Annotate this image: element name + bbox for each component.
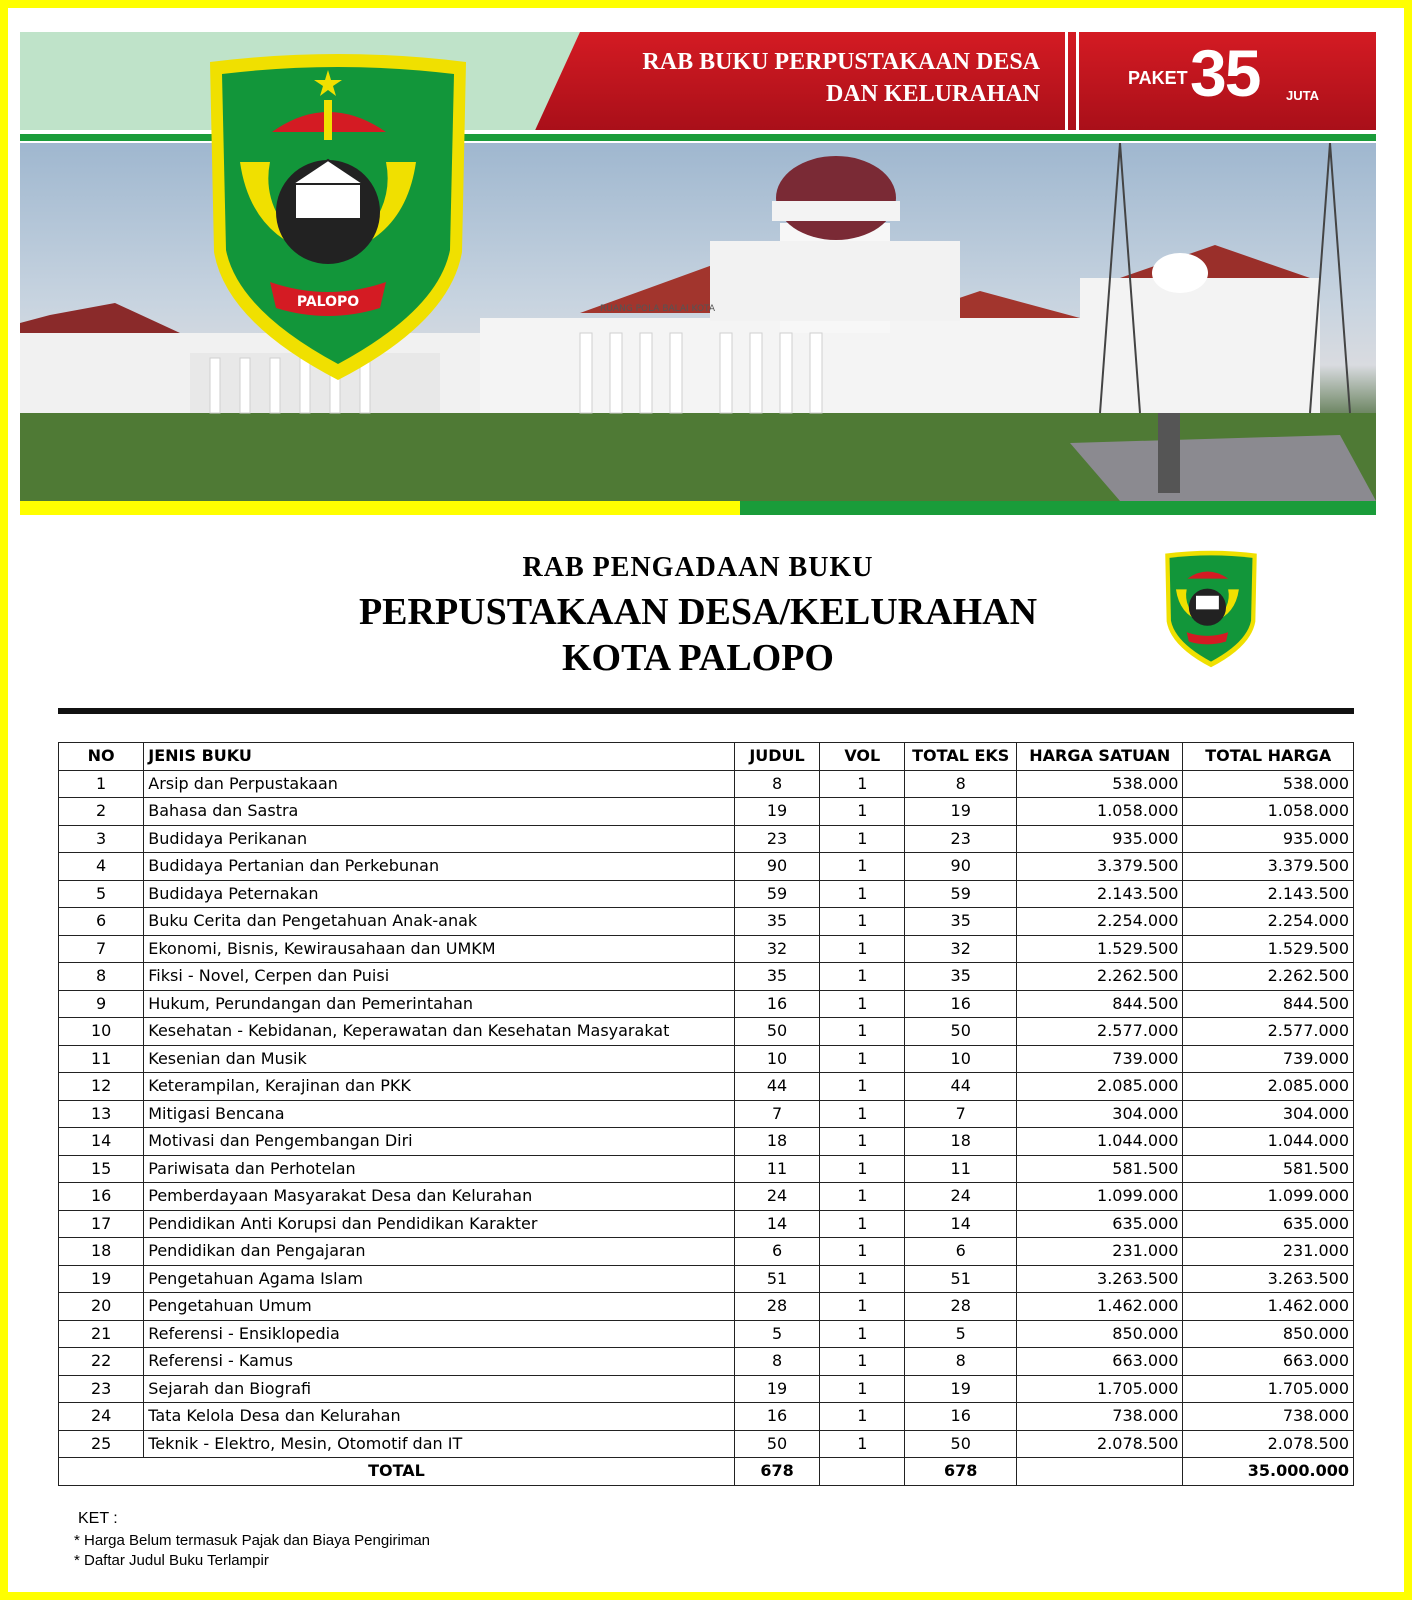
cell-vol: 1 — [820, 1155, 905, 1183]
cell-vol: 1 — [820, 1073, 905, 1101]
cell-no: 21 — [59, 1320, 144, 1348]
cell-no: 12 — [59, 1073, 144, 1101]
cell-vol: 1 — [820, 1430, 905, 1458]
cell-total-eks: 7 — [905, 1100, 1017, 1128]
cell-judul: 44 — [734, 1073, 819, 1101]
table-row — [59, 1265, 1354, 1293]
cell-harga-satuan: 1.705.000 — [1017, 1375, 1183, 1403]
table-body — [59, 770, 1354, 1458]
cell-no: 9 — [59, 990, 144, 1018]
cell-judul: 51 — [734, 1265, 819, 1293]
cell-total-harga: 2.078.500 — [1183, 1430, 1354, 1458]
cell-vol: 1 — [820, 798, 905, 826]
table-row — [59, 1403, 1354, 1431]
building-sign: RUANG POLA BALAI KOTA — [600, 304, 715, 314]
col-header-jenis-buku: JENIS BUKU — [144, 743, 735, 771]
table-row — [59, 770, 1354, 798]
table-row — [59, 1018, 1354, 1046]
cell-vol: 1 — [820, 770, 905, 798]
cell-jenis-buku: Pengetahuan Umum — [144, 1293, 735, 1321]
cell-no: 23 — [59, 1375, 144, 1403]
cell-harga-satuan: 739.000 — [1017, 1045, 1183, 1073]
cell-judul: 19 — [734, 1375, 819, 1403]
cell-harga-satuan: 844.500 — [1017, 990, 1183, 1018]
yellow-bottom-bar — [20, 501, 740, 515]
cell-vol: 1 — [820, 1375, 905, 1403]
cell-total-eks: 50 — [905, 1430, 1017, 1458]
table-row — [59, 853, 1354, 881]
cell-jenis-buku: Budidaya Perikanan — [144, 825, 735, 853]
cell-vol: 1 — [820, 853, 905, 881]
note-item: * Harga Belum termasuk Pajak dan Biaya Pengiriman — [74, 1532, 431, 1549]
table-row — [59, 935, 1354, 963]
cell-no: 24 — [59, 1403, 144, 1431]
cell-jenis-buku: Tata Kelola Desa dan Kelurahan — [144, 1403, 735, 1431]
table-row — [59, 880, 1354, 908]
banner-title — [560, 46, 1040, 110]
cell-vol: 1 — [820, 1210, 905, 1238]
cell-total-harga: 738.000 — [1183, 1403, 1354, 1431]
cell-vol: 1 — [820, 1045, 905, 1073]
cell-judul: 32 — [734, 935, 819, 963]
cell-no: 16 — [59, 1183, 144, 1211]
table-row — [59, 1293, 1354, 1321]
cell-judul: 35 — [734, 963, 819, 991]
col-header-harga-satuan: HARGA SATUAN — [1017, 743, 1183, 771]
cell-total-eks: 5 — [905, 1320, 1017, 1348]
cell-vol: 1 — [820, 1265, 905, 1293]
table-row — [59, 825, 1354, 853]
cell-total-eks: 10 — [905, 1045, 1017, 1073]
cell-no: 6 — [59, 908, 144, 936]
cell-no: 15 — [59, 1155, 144, 1183]
cell-vol: 1 — [820, 1100, 905, 1128]
cell-judul: 19 — [734, 798, 819, 826]
total-vol-empty — [820, 1458, 905, 1486]
table-row — [59, 1375, 1354, 1403]
table-row — [59, 1045, 1354, 1073]
cell-judul: 18 — [734, 1128, 819, 1156]
cell-total-harga: 581.500 — [1183, 1155, 1354, 1183]
cell-harga-satuan: 850.000 — [1017, 1320, 1183, 1348]
cell-total-harga: 1.705.000 — [1183, 1375, 1354, 1403]
rab-table — [58, 742, 1354, 1486]
cell-harga-satuan: 635.000 — [1017, 1210, 1183, 1238]
cell-harga-satuan: 231.000 — [1017, 1238, 1183, 1266]
cell-vol: 1 — [820, 1128, 905, 1156]
banner-separator — [1065, 32, 1079, 130]
cell-no: 3 — [59, 825, 144, 853]
cell-jenis-buku: Budidaya Pertanian dan Perkebunan — [144, 853, 735, 881]
cell-no: 2 — [59, 798, 144, 826]
table-row — [59, 1430, 1354, 1458]
notes-label: KET : — [78, 1510, 118, 1527]
cell-jenis-buku: Teknik - Elektro, Mesin, Otomotif dan IT — [144, 1430, 735, 1458]
cell-harga-satuan: 2.254.000 — [1017, 908, 1183, 936]
cell-jenis-buku: Kesehatan - Kebidanan, Keperawatan dan Kesehatan Masyarakat — [144, 1018, 735, 1046]
cell-harga-satuan: 1.058.000 — [1017, 798, 1183, 826]
cell-total-eks: 6 — [905, 1238, 1017, 1266]
cell-judul: 16 — [734, 990, 819, 1018]
total-eks: 678 — [905, 1458, 1017, 1486]
cell-total-eks: 51 — [905, 1265, 1017, 1293]
cell-jenis-buku: Budidaya Peternakan — [144, 880, 735, 908]
cell-judul: 90 — [734, 853, 819, 881]
cell-total-harga: 1.529.500 — [1183, 935, 1354, 963]
cell-judul: 6 — [734, 1238, 819, 1266]
cell-total-eks: 32 — [905, 935, 1017, 963]
table-row — [59, 1073, 1354, 1101]
table-row — [59, 798, 1354, 826]
banner-title-line2: DAN KELURAHAN — [825, 81, 1040, 107]
col-header-no: NO — [59, 743, 144, 771]
cell-jenis-buku: Referensi - Kamus — [144, 1348, 735, 1376]
cell-jenis-buku: Mitigasi Bencana — [144, 1100, 735, 1128]
cell-total-eks: 14 — [905, 1210, 1017, 1238]
cell-total-eks: 8 — [905, 1348, 1017, 1376]
cell-total-harga: 850.000 — [1183, 1320, 1354, 1348]
cell-judul: 50 — [734, 1018, 819, 1046]
emblem-text: PALOPO — [296, 294, 360, 310]
table-row — [59, 908, 1354, 936]
cell-total-harga: 2.085.000 — [1183, 1073, 1354, 1101]
cell-no: 17 — [59, 1210, 144, 1238]
cell-no: 18 — [59, 1238, 144, 1266]
total-harga: 35.000.000 — [1183, 1458, 1354, 1486]
cell-jenis-buku: Arsip dan Perpustakaan — [144, 770, 735, 798]
cell-no: 11 — [59, 1045, 144, 1073]
paket-value: 35 — [1190, 36, 1260, 110]
cell-total-eks: 28 — [905, 1293, 1017, 1321]
cell-vol: 1 — [820, 1183, 905, 1211]
cell-total-harga: 635.000 — [1183, 1210, 1354, 1238]
col-header-total-harga: TOTAL HARGA — [1183, 743, 1354, 771]
cell-no: 5 — [59, 880, 144, 908]
table-row — [59, 1183, 1354, 1211]
cell-vol: 1 — [820, 963, 905, 991]
cell-harga-satuan: 2.078.500 — [1017, 1430, 1183, 1458]
cell-harga-satuan: 3.263.500 — [1017, 1265, 1183, 1293]
cell-judul: 8 — [734, 1348, 819, 1376]
cell-no: 20 — [59, 1293, 144, 1321]
cell-jenis-buku: Bahasa dan Sastra — [144, 798, 735, 826]
cell-total-harga: 2.262.500 — [1183, 963, 1354, 991]
cell-total-eks: 59 — [905, 880, 1017, 908]
cell-jenis-buku: Pemberdayaan Masyarakat Desa dan Kelurahan — [144, 1183, 735, 1211]
cell-total-harga: 231.000 — [1183, 1238, 1354, 1266]
cell-harga-satuan: 738.000 — [1017, 1403, 1183, 1431]
cell-no: 22 — [59, 1348, 144, 1376]
cell-harga-satuan: 1.462.000 — [1017, 1293, 1183, 1321]
cell-judul: 5 — [734, 1320, 819, 1348]
cell-total-eks: 18 — [905, 1128, 1017, 1156]
col-header-vol: VOL — [820, 743, 905, 771]
total-judul: 678 — [734, 1458, 819, 1486]
cell-total-eks: 19 — [905, 1375, 1017, 1403]
cell-no: 19 — [59, 1265, 144, 1293]
cell-total-harga: 1.099.000 — [1183, 1183, 1354, 1211]
cell-jenis-buku: Buku Cerita dan Pengetahuan Anak-anak — [144, 908, 735, 936]
cell-no: 7 — [59, 935, 144, 963]
cell-vol: 1 — [820, 1018, 905, 1046]
cell-total-harga: 304.000 — [1183, 1100, 1354, 1128]
palopo-emblem-small — [1161, 550, 1261, 668]
cell-judul: 14 — [734, 1210, 819, 1238]
paket-unit: JUTA — [1286, 88, 1319, 103]
heading-line1: RAB PENGADAAN BUKU — [522, 552, 874, 583]
palopo-crest-small-icon — [1161, 550, 1261, 668]
table-row — [59, 1128, 1354, 1156]
cell-no: 13 — [59, 1100, 144, 1128]
cell-jenis-buku: Pendidikan Anti Korupsi dan Pendidikan Karakter — [144, 1210, 735, 1238]
cell-jenis-buku: Ekonomi, Bisnis, Kewirausahaan dan UMKM — [144, 935, 735, 963]
cell-total-harga: 1.462.000 — [1183, 1293, 1354, 1321]
cell-judul: 23 — [734, 825, 819, 853]
table-row — [59, 1320, 1354, 1348]
cell-jenis-buku: Fiksi - Novel, Cerpen dan Puisi — [144, 963, 735, 991]
cell-total-harga: 2.577.000 — [1183, 1018, 1354, 1046]
cell-total-harga: 739.000 — [1183, 1045, 1354, 1073]
table-row — [59, 1155, 1354, 1183]
cell-total-eks: 23 — [905, 825, 1017, 853]
cell-jenis-buku: Pendidikan dan Pengajaran — [144, 1238, 735, 1266]
cell-harga-satuan: 1.099.000 — [1017, 1183, 1183, 1211]
cell-vol: 1 — [820, 990, 905, 1018]
cell-vol: 1 — [820, 1403, 905, 1431]
table-row — [59, 1210, 1354, 1238]
cell-vol: 1 — [820, 1293, 905, 1321]
cell-total-harga: 1.044.000 — [1183, 1128, 1354, 1156]
palopo-emblem-large — [200, 52, 476, 382]
cell-jenis-buku: Keterampilan, Kerajinan dan PKK — [144, 1073, 735, 1101]
table-row — [59, 1238, 1354, 1266]
cell-harga-satuan: 2.577.000 — [1017, 1018, 1183, 1046]
cell-no: 10 — [59, 1018, 144, 1046]
cell-total-eks: 16 — [905, 1403, 1017, 1431]
cell-total-harga: 2.254.000 — [1183, 908, 1354, 936]
cell-vol: 1 — [820, 1348, 905, 1376]
cell-jenis-buku: Pariwisata dan Perhotelan — [144, 1155, 735, 1183]
cell-jenis-buku: Pengetahuan Agama Islam — [144, 1265, 735, 1293]
cell-no: 1 — [59, 770, 144, 798]
cell-harga-satuan: 538.000 — [1017, 770, 1183, 798]
cell-vol: 1 — [820, 880, 905, 908]
col-header-total-eks: TOTAL EKS — [905, 743, 1017, 771]
cell-judul: 16 — [734, 1403, 819, 1431]
cell-vol: 1 — [820, 908, 905, 936]
cell-vol: 1 — [820, 825, 905, 853]
cell-jenis-buku: Motivasi dan Pengembangan Diri — [144, 1128, 735, 1156]
cell-harga-satuan: 935.000 — [1017, 825, 1183, 853]
cell-total-eks: 35 — [905, 908, 1017, 936]
table-row — [59, 963, 1354, 991]
cell-no: 4 — [59, 853, 144, 881]
cell-harga-satuan: 304.000 — [1017, 1100, 1183, 1128]
cell-total-eks: 50 — [905, 1018, 1017, 1046]
heading-rule — [58, 708, 1354, 714]
table-row — [59, 1348, 1354, 1376]
cell-total-harga: 2.143.500 — [1183, 880, 1354, 908]
cell-vol: 1 — [820, 1320, 905, 1348]
cell-total-harga: 538.000 — [1183, 770, 1354, 798]
total-label: TOTAL — [59, 1458, 735, 1486]
cell-total-harga: 3.263.500 — [1183, 1265, 1354, 1293]
cell-total-harga: 935.000 — [1183, 825, 1354, 853]
cell-harga-satuan: 581.500 — [1017, 1155, 1183, 1183]
cell-jenis-buku: Referensi - Ensiklopedia — [144, 1320, 735, 1348]
cell-harga-satuan: 3.379.500 — [1017, 853, 1183, 881]
cell-judul: 59 — [734, 880, 819, 908]
cell-no: 25 — [59, 1430, 144, 1458]
cell-judul: 10 — [734, 1045, 819, 1073]
cell-vol: 1 — [820, 935, 905, 963]
cell-judul: 28 — [734, 1293, 819, 1321]
cell-judul: 7 — [734, 1100, 819, 1128]
cell-harga-satuan: 2.085.000 — [1017, 1073, 1183, 1101]
cell-judul: 11 — [734, 1155, 819, 1183]
green-bottom-bar — [740, 501, 1376, 515]
banner-title-line1: RAB BUKU PERPUSTAKAAN DESA — [642, 49, 1040, 75]
cell-no: 14 — [59, 1128, 144, 1156]
cell-vol: 1 — [820, 1238, 905, 1266]
table-header-row — [59, 743, 1354, 771]
total-harga-satuan-empty — [1017, 1458, 1183, 1486]
note-item: * Daftar Judul Buku Terlampir — [74, 1552, 269, 1569]
table-total-row — [59, 1458, 1354, 1486]
cell-total-eks: 8 — [905, 770, 1017, 798]
cell-no: 8 — [59, 963, 144, 991]
cell-total-harga: 3.379.500 — [1183, 853, 1354, 881]
cell-judul: 50 — [734, 1430, 819, 1458]
cell-total-eks: 11 — [905, 1155, 1017, 1183]
cell-harga-satuan: 2.143.500 — [1017, 880, 1183, 908]
cell-harga-satuan: 1.529.500 — [1017, 935, 1183, 963]
cell-jenis-buku: Kesenian dan Musik — [144, 1045, 735, 1073]
col-header-judul: JUDUL — [734, 743, 819, 771]
cell-total-eks: 19 — [905, 798, 1017, 826]
table-row — [59, 990, 1354, 1018]
cell-harga-satuan: 1.044.000 — [1017, 1128, 1183, 1156]
cell-total-eks: 44 — [905, 1073, 1017, 1101]
cell-total-harga: 663.000 — [1183, 1348, 1354, 1376]
cell-jenis-buku: Sejarah dan Biografi — [144, 1375, 735, 1403]
heading-line2: PERPUSTAKAAN DESA/KELURAHAN — [358, 591, 1038, 633]
cell-total-harga: 1.058.000 — [1183, 798, 1354, 826]
cell-total-eks: 24 — [905, 1183, 1017, 1211]
cell-harga-satuan: 2.262.500 — [1017, 963, 1183, 991]
cell-harga-satuan: 663.000 — [1017, 1348, 1183, 1376]
paket-label: PAKET — [1128, 68, 1188, 88]
cell-total-eks: 16 — [905, 990, 1017, 1018]
palopo-crest-icon — [200, 52, 476, 382]
cell-jenis-buku: Hukum, Perundangan dan Pemerintahan — [144, 990, 735, 1018]
cell-judul: 8 — [734, 770, 819, 798]
cell-judul: 35 — [734, 908, 819, 936]
heading-line3: KOTA PALOPO — [562, 637, 834, 679]
cell-total-eks: 90 — [905, 853, 1017, 881]
cell-judul: 24 — [734, 1183, 819, 1211]
cell-total-harga: 844.500 — [1183, 990, 1354, 1018]
table-row — [59, 1100, 1354, 1128]
cell-total-eks: 35 — [905, 963, 1017, 991]
